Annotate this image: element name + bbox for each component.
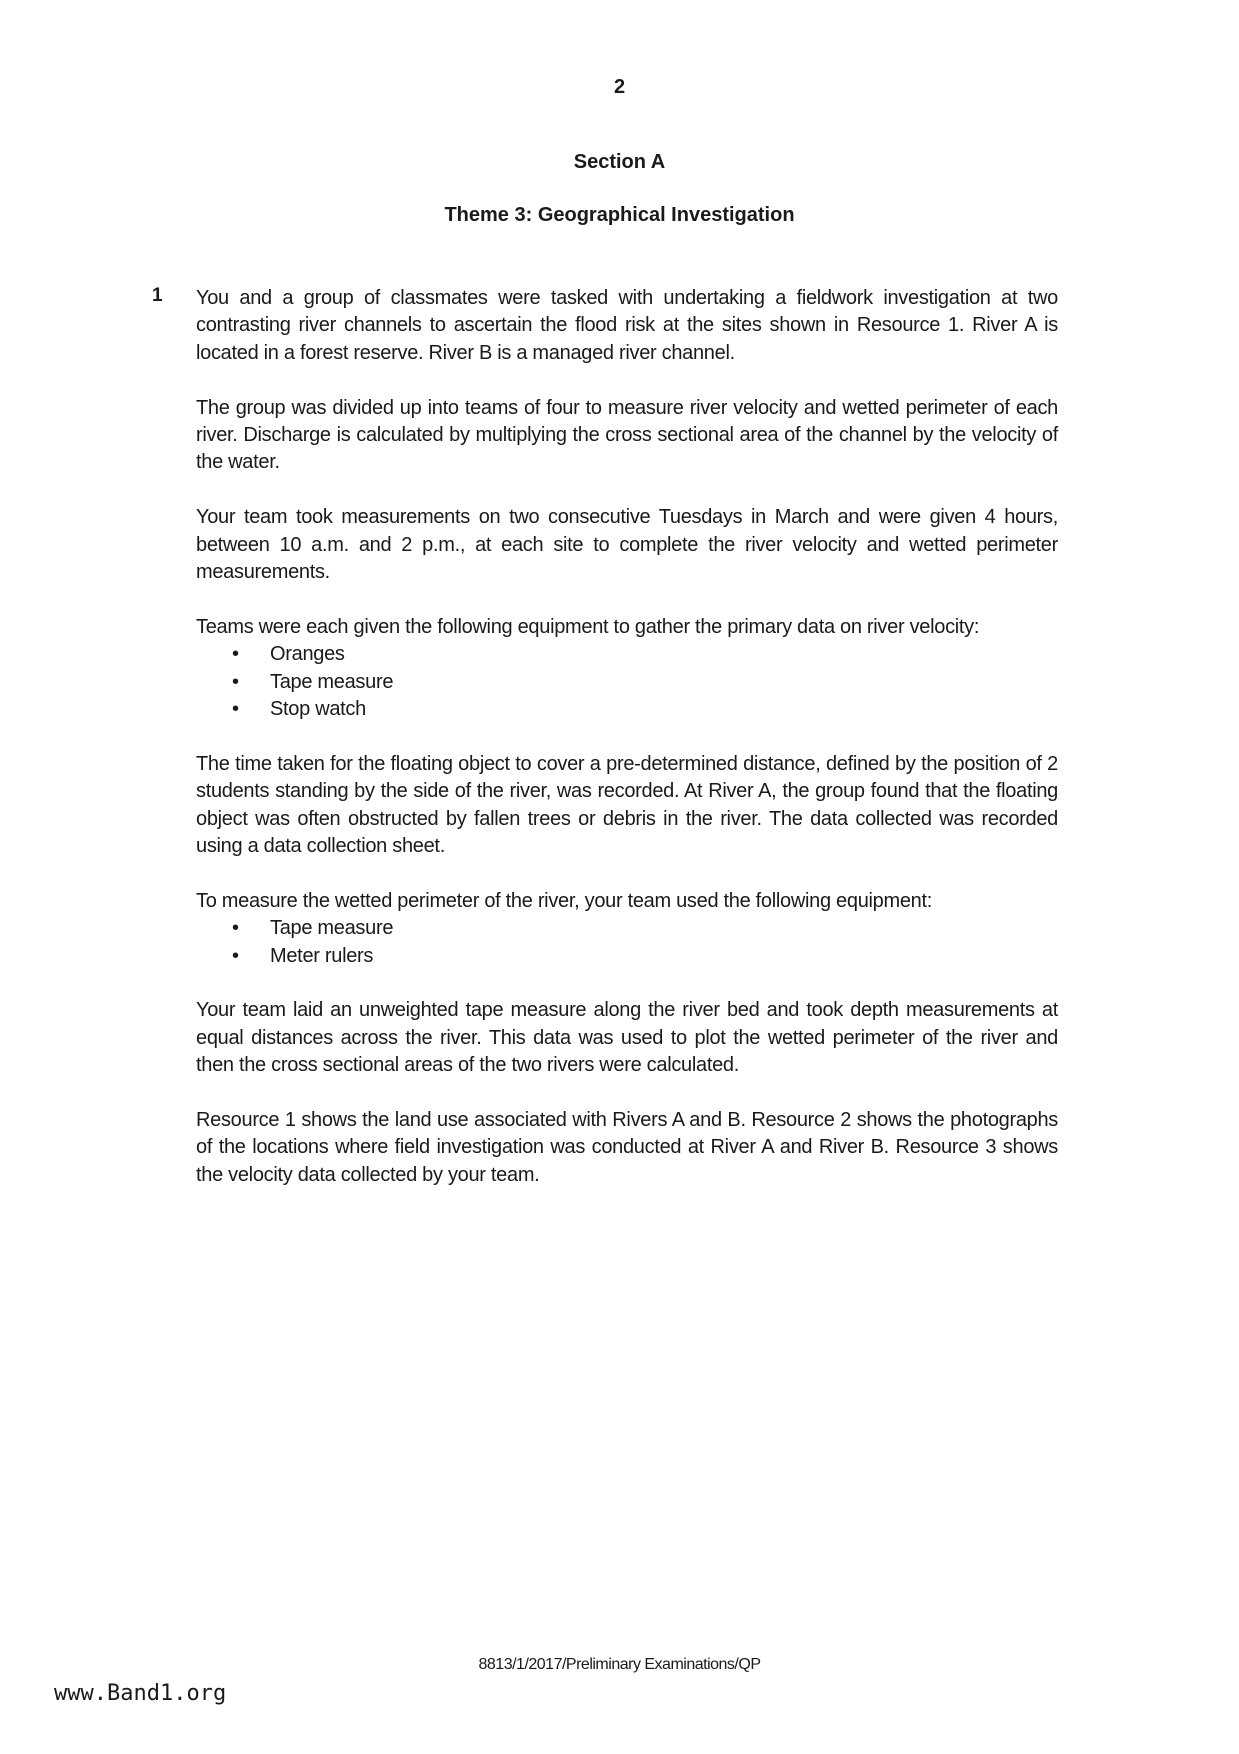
bullet-icon: • xyxy=(232,917,239,940)
page-footer: 8813/1/2017/Preliminary Examinations/QP xyxy=(478,1656,761,1673)
bullet-icon: • xyxy=(232,643,239,666)
page-number: 2 xyxy=(613,76,626,98)
section-heading: Section A xyxy=(573,151,666,173)
list-item xyxy=(196,696,1058,723)
paragraph-perimeter-equipment: To measure the wetted perimeter of the river, your team used the following equipment: xyxy=(196,889,933,912)
question-number: 1 xyxy=(152,285,163,306)
theme-heading: Theme 3: Geographical Investigation xyxy=(444,204,795,226)
list-item xyxy=(196,669,1058,696)
watermark: www.Band1.org xyxy=(54,1681,227,1706)
velocity-equipment-list xyxy=(196,641,1058,723)
question-body xyxy=(196,285,1058,1217)
bullet-icon: • xyxy=(232,670,239,693)
paragraph-teams: The group was divided up into teams of four to measure river velocity and wetted perimeter of each river. Discharge is calculated by multiplying the cross sectional area of the channel by the velocity of the water. xyxy=(196,396,1058,474)
list-item-text: Stop watch xyxy=(270,698,366,721)
list-item-text: Oranges xyxy=(270,643,345,666)
paragraph-timing: Your team took measurements on two consecutive Tuesdays in March and were given 4 hours, between 10 a.m. and 2 p.m., at each site to complete the river velocity and wetted perimeter measurements. xyxy=(196,506,1058,584)
paragraph-depth: Your team laid an unweighted tape measure along the river bed and took depth measurements at equal distances across the river. This data was used to plot the wetted perimeter of the river and then the cross sectional areas of the two rivers were calculated. xyxy=(196,999,1058,1077)
bullet-icon: • xyxy=(232,944,239,967)
bullet-icon: • xyxy=(232,698,239,721)
list-item-text: Meter rulers xyxy=(270,944,374,967)
list-item-text: Tape measure xyxy=(270,670,394,693)
paragraph-velocity-equipment: Teams were each given the following equipment to gather the primary data on river velocity: xyxy=(196,615,980,638)
paragraph-method: The time taken for the floating object to cover a pre-determined distance, defined by the position of 2 students standing by the side of the river, was recorded. At River A, the group found that the floating object was often obstructed by fallen trees or debris in the river. The data collected was recorded using a data collection sheet. xyxy=(196,752,1058,858)
list-item xyxy=(196,915,1058,942)
perimeter-equipment-list xyxy=(196,915,1058,970)
list-item-text: Tape measure xyxy=(270,917,394,940)
list-item xyxy=(196,943,1058,970)
list-item xyxy=(196,641,1058,668)
paragraph-intro: You and a group of classmates were tasked with undertaking a fieldwork investigation at two contrasting river channels to ascertain the flood risk at the sites shown in Resource 1. River A is located in a forest reserve. River B is a managed river channel. xyxy=(196,287,1058,364)
paragraph-resources: Resource 1 shows the land use associated with Rivers A and B. Resource 2 shows the photographs of the locations where field investigation was conducted at River A and River B. Resource 3 shows the velocity data collected by your team. xyxy=(196,1109,1058,1186)
